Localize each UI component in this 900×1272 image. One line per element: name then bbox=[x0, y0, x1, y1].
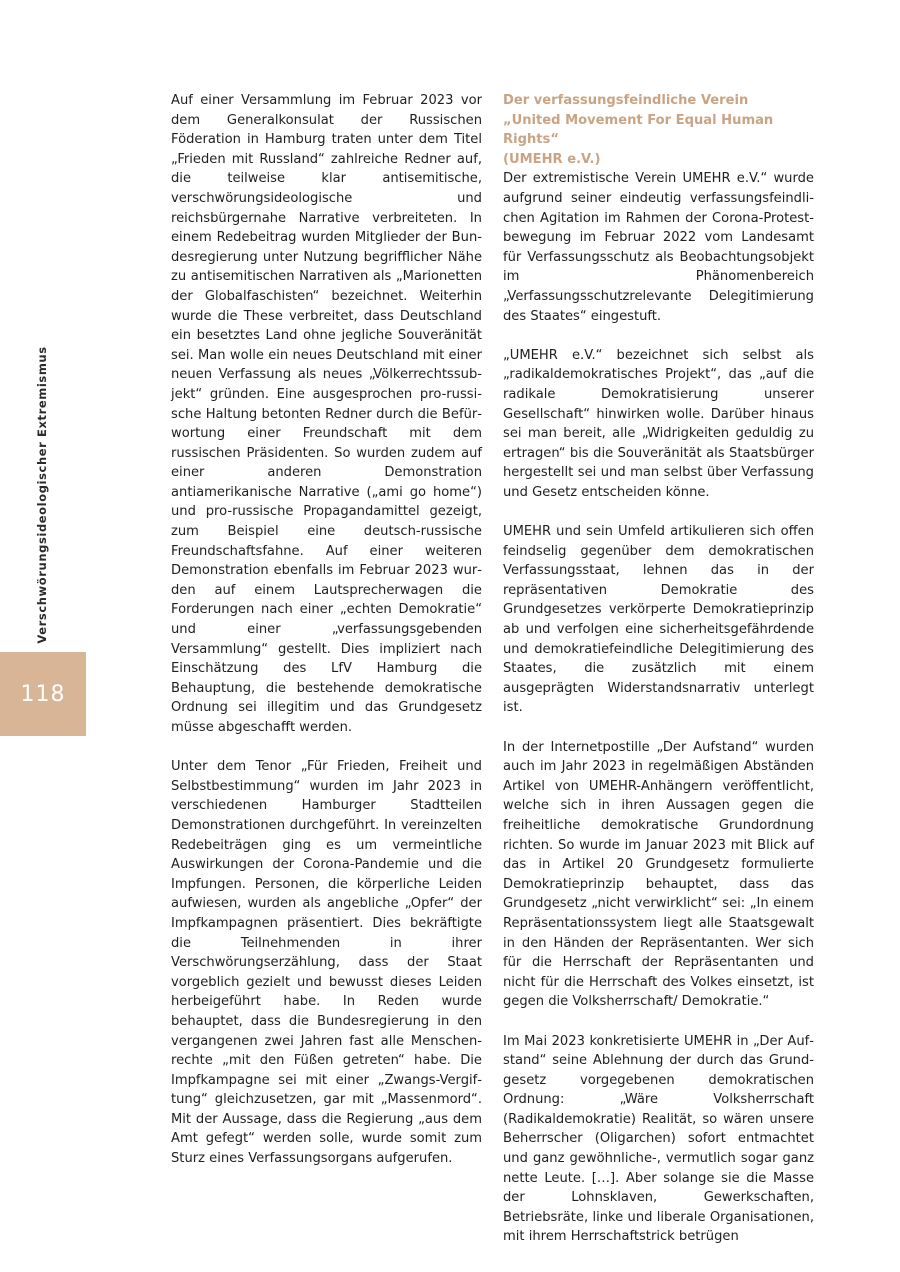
section-heading-line: Der verfassungsfeindliche Verein bbox=[503, 93, 749, 108]
paragraph: Im Mai 2023 konkretisierte UMEHR in „Der Aufstand“ seine Ablehnung der durch das Grundgesetz vorgegebenen demokratischen Ordnung: „Wäre Volksherrschaft (Radikaldemokratie) Realität, so wären unsere Beherrscher (Oligarchen) sofort entmachtet und ganz gewöhnliche-, vermutlich sogar ganz nette Leute. […]. Aber solange sie die Masse der Lohnsklaven, Gewerkschaften, Betriebsräte, linke und liberale Organisationen, mit ihrem Herrschaftstrick betrügen bbox=[503, 1033, 814, 1245]
paragraph: Der extremistische Verein UMEHR e.V.“ wurde aufgrund seiner eindeutig verfassungsfeindlichen Agitation im Rahmen der Corona-Protestbewegung im Februar 2022 vom Landesamt für Verfassungsschutz als Beobachtungsobjekt im Phänomenbereich „Verfassungsschutzrelevante Delegitimierung des Staates“ eingestuft. bbox=[503, 171, 814, 324]
section-heading-line: „United Movement For Equal Human Rights“ bbox=[503, 112, 774, 148]
paragraph: „UMEHR e.V.“ bezeichnet sich selbst als „radikaldemokratisches Projekt“, das „auf die radikale Demokratisierung unserer Gesellschaft“ hinwirken wolle. Darüber hinaus sei man bereit, alle „Widrigkeiten geduldig zu ertragen“ bis die Souveränität als Staatsbürger hergestellt sei und man selbst über Verfassung und Gesetz entscheiden könne. bbox=[503, 347, 814, 500]
left-column bbox=[171, 91, 482, 1169]
page-number: 118 bbox=[20, 681, 66, 707]
paragraph: Unter dem Tenor „Für Frieden, Freiheit und Selbstbestimmung“ wurden im Jahr 2023 in verschiedenen Hamburger Stadtteilen Demonstrationen durchgeführt. In vereinzelten Redebeiträgen ging es um vermeintliche Auswirkungen der Corona-Pandemie und die Impfungen. Personen, die körperliche Leiden aufwiesen, wurden als angebliche „Opfer“ der Impfkampagnen präsentiert. Dies bekräftigte die Teilnehmenden in ihrer Verschwörungserzählung, dass der Staat vorgeblich gezielt und bewusst dieses Leiden herbeigeführt habe. In Reden wurde behauptet, dass die Bundesregierung in den vergangenen zwei Jahren fast alle Menschenrechte „mit den Füßen getreten“ habe. Die Impfkampagne sei mit einer „Zwangs-Vergiftung“ gleichzusetzen, gar mit „Massenmord“. Mit der Aussage, dass die Regierung „aus dem Amt gefegt“ werden solle, wurde somit zum Sturz eines Verfassungsorgans aufgerufen. bbox=[171, 759, 482, 1167]
section-heading bbox=[503, 91, 814, 169]
section-side-label: Verschwörungsideologischer Extremismus bbox=[35, 346, 49, 644]
section-heading-line: (UMEHR e.V.) bbox=[503, 151, 601, 167]
paragraph: Auf einer Versammlung im Februar 2023 vor dem Generalkonsulat der Russischen Föderation in Hamburg traten unter dem Titel „Frieden mit Russland“ zahlreiche Redner auf, die teilweise klar antisemitische, verschwörungsideologische und reichsbürgernahe Narrative verbreiteten. In einem Redebeitrag wurden Mitglieder der Bundesregierung unter Nutzung begrifflicher Nähe zu antisemitischen Narrativen als „Marionetten der Globalfaschisten“ bezeichnet. Weiterhin wurde die These verbreitet, dass Deutschland ein besetztes Land ohne jegliche Souveränität sei. Man wolle ein neues Deutschland mit einer neuen Verfassung als neues „Völkerrechtssubjekt“ gründen. Eine ausgesprochen pro-russische Haltung betonten Redner durch die Befürwortung einer Freundschaft mit dem russischen Präsidenten. So wurden zudem auf einer anderen Demonstration antiamerikanische Narrative („ami go home“) und pro-russische Propagandamittel gezeigt, zum Beispiel eine deutsch-russische Freundschaftsfahne. Auf einer weiteren Demonstration ebenfalls im Februar 2023 wurden auf einem Lautsprecherwagen die Forderungen nach einer „echten Demokratie“ und einer „verfassungsgebenden Versammlung“ gestellt. Dies impliziert nach Einschätzung des LfV Hamburg die Behauptung, die bestehende demokratische Ordnung sei illegitim und das Grundgesetz müsse abgeschafft werden. bbox=[171, 93, 482, 735]
page-number-tab bbox=[0, 652, 86, 736]
paragraph: In der Internetpostille „Der Aufstand“ wurden auch im Jahr 2023 in regelmäßigen Abständen Artikel von UMEHR-Anhängern veröffentlicht, welche sich in ihren Aussagen gegen die freiheitliche demokratische Grundordnung richten. So wurde im Januar 2023 mit Blick auf das in Artikel 20 Grundgesetz formulierte Demokratieprinzip behauptet, dass das Grundgesetz „nicht verwirklicht“ sei: „In einem Repräsentationssystem liegt alle Staatsgewalt in den Händen der Repräsentanten. Wer sich für die Herrschaft der Repräsentanten und nicht für die Herrschaft des Volkes einsetzt, ist gegen die Volksherrschaft/ Demokratie.“ bbox=[503, 739, 814, 1010]
right-column bbox=[503, 91, 814, 1247]
paragraph: UMEHR und sein Umfeld artikulieren sich offen feindselig gegenüber dem demokratischen Verfassungsstaat, lehnen das in der repräsentativen Demokratie des Grundgesetzes verkörperte Demokratieprinzip ab und verfolgen eine sicherheitsgefährdende und demokratiefeindliche Delegitimierung des Staates, die zusätzlich mit einem ausgeprägten Widerstandsnarrativ unterlegt ist. bbox=[503, 524, 814, 716]
